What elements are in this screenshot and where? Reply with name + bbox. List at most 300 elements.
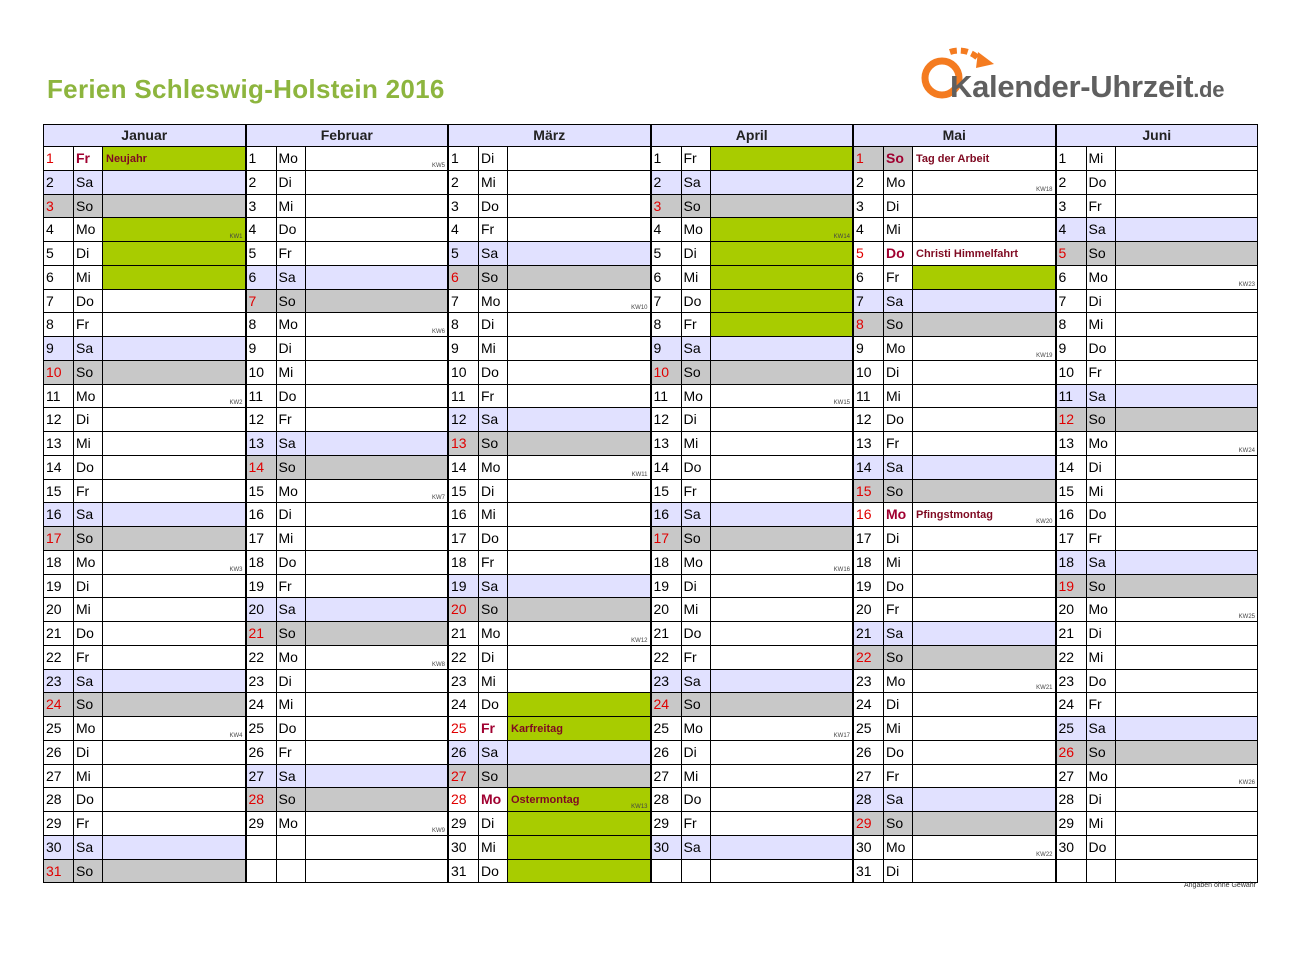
day-row — [448, 598, 651, 622]
day-row — [1056, 551, 1259, 575]
day-number: 30 — [853, 836, 883, 860]
day-row — [853, 195, 1056, 219]
weekday: Fr — [73, 480, 102, 504]
day-number: 19 — [448, 575, 478, 599]
day-number: 12 — [246, 408, 276, 432]
weekday: Fr — [681, 646, 710, 670]
day-number: 3 — [853, 195, 883, 219]
weekday: Mi — [883, 218, 912, 242]
day-row — [43, 527, 246, 551]
day-row — [246, 432, 449, 456]
day-row — [651, 171, 854, 195]
day-row — [853, 337, 1056, 361]
week-number: KW7 — [431, 495, 445, 502]
weekday: Di — [73, 242, 102, 266]
day-number: 29 — [43, 812, 73, 836]
day-note — [507, 836, 651, 860]
day-row — [853, 836, 1056, 860]
day-number: 16 — [853, 503, 883, 527]
weekday: Do — [681, 290, 710, 314]
day-number: 26 — [651, 741, 681, 765]
day-note — [710, 741, 854, 765]
day-number: 23 — [651, 670, 681, 694]
weekday: Mo — [73, 717, 102, 741]
day-row — [246, 646, 449, 670]
day-note — [507, 408, 651, 432]
weekday: Di — [883, 361, 912, 385]
day-note — [305, 693, 449, 717]
day-row — [246, 598, 449, 622]
weekday: Do — [478, 860, 507, 884]
day-number: 4 — [853, 218, 883, 242]
day-note — [1115, 408, 1259, 432]
day-note — [710, 670, 854, 694]
weekday: Fr — [1086, 195, 1115, 219]
weekday — [681, 860, 710, 884]
day-note — [912, 670, 1056, 694]
day-note — [1115, 313, 1259, 337]
day-note — [507, 432, 651, 456]
day-number: 6 — [43, 266, 73, 290]
weekday: Di — [73, 408, 102, 432]
brand-logo — [920, 42, 1250, 114]
weekday: Mo — [478, 622, 507, 646]
day-row — [246, 266, 449, 290]
day-row — [1056, 527, 1259, 551]
day-note — [912, 242, 1056, 266]
day-note — [710, 860, 854, 884]
day-row — [43, 551, 246, 575]
day-number: 15 — [43, 480, 73, 504]
weekday: So — [1086, 408, 1115, 432]
day-row — [448, 480, 651, 504]
day-number: 3 — [43, 195, 73, 219]
day-row — [448, 361, 651, 385]
day-note — [1115, 860, 1259, 884]
day-note — [102, 788, 246, 812]
weekday: Di — [681, 242, 710, 266]
day-number: 7 — [651, 290, 681, 314]
day-number: 16 — [43, 503, 73, 527]
day-note — [1115, 598, 1259, 622]
day-number: 21 — [246, 622, 276, 646]
day-note — [912, 171, 1056, 195]
day-row — [1056, 432, 1259, 456]
day-row — [246, 313, 449, 337]
weekday — [276, 836, 305, 860]
weekday: So — [478, 598, 507, 622]
weekday: Fr — [478, 717, 507, 741]
day-number: 2 — [1056, 171, 1086, 195]
weekday: Do — [681, 456, 710, 480]
weekday: Mi — [478, 337, 507, 361]
day-row — [246, 361, 449, 385]
weekday: Sa — [276, 266, 305, 290]
weekday: Mi — [1086, 646, 1115, 670]
day-row — [43, 361, 246, 385]
week-number: KW14 — [833, 234, 850, 240]
weekday: Sa — [478, 408, 507, 432]
day-row — [246, 812, 449, 836]
day-number: 6 — [1056, 266, 1086, 290]
week-number: KW9 — [431, 827, 445, 834]
day-note — [507, 670, 651, 694]
weekday: So — [681, 361, 710, 385]
day-row — [43, 765, 246, 789]
weekday: Mi — [478, 836, 507, 860]
day-row — [1056, 503, 1259, 527]
day-number: 10 — [853, 361, 883, 385]
day-number: 27 — [853, 765, 883, 789]
weekday: Mo — [1086, 765, 1115, 789]
day-row — [246, 693, 449, 717]
day-row — [246, 456, 449, 480]
day-row — [651, 622, 854, 646]
day-note — [305, 313, 449, 337]
weekday: Mi — [1086, 313, 1115, 337]
day-number: 13 — [1056, 432, 1086, 456]
day-number: 25 — [448, 717, 478, 741]
logo-text — [950, 69, 1224, 105]
day-note — [710, 717, 854, 741]
weekday: Fr — [681, 812, 710, 836]
day-number: 12 — [651, 408, 681, 432]
day-note — [912, 266, 1056, 290]
day-row — [43, 741, 246, 765]
day-note — [1115, 266, 1259, 290]
day-row — [448, 456, 651, 480]
day-row — [448, 765, 651, 789]
day-number: 14 — [1056, 456, 1086, 480]
day-row — [246, 860, 449, 884]
day-row — [651, 242, 854, 266]
weekday: Sa — [1086, 385, 1115, 409]
day-number: 12 — [448, 408, 478, 432]
day-row — [853, 171, 1056, 195]
day-note — [710, 788, 854, 812]
day-note — [710, 171, 854, 195]
weekday: So — [1086, 242, 1115, 266]
day-note — [305, 218, 449, 242]
day-note — [102, 171, 246, 195]
day-row — [853, 598, 1056, 622]
day-row — [43, 670, 246, 694]
week-number: KW5 — [431, 162, 445, 169]
day-row — [651, 693, 854, 717]
day-number: 2 — [246, 171, 276, 195]
day-note — [912, 527, 1056, 551]
weekday: Mi — [883, 551, 912, 575]
month-column — [448, 124, 651, 882]
day-note — [710, 290, 854, 314]
day-number: 23 — [246, 670, 276, 694]
day-note — [912, 717, 1056, 741]
day-number: 20 — [651, 598, 681, 622]
weekday: Fr — [883, 432, 912, 456]
day-number: 14 — [246, 456, 276, 480]
day-note — [1115, 171, 1259, 195]
day-row — [1056, 361, 1259, 385]
weekday: So — [883, 313, 912, 337]
day-number: 2 — [651, 171, 681, 195]
week-number: KW20 — [1036, 519, 1053, 525]
weekday: Do — [73, 788, 102, 812]
day-note — [912, 361, 1056, 385]
day-number: 24 — [651, 693, 681, 717]
day-row — [246, 741, 449, 765]
day-number: 11 — [448, 385, 478, 409]
day-row — [448, 693, 651, 717]
weekday: Sa — [478, 575, 507, 599]
weekday: Do — [1086, 836, 1115, 860]
day-row — [651, 788, 854, 812]
day-note — [507, 195, 651, 219]
weekday: Di — [883, 693, 912, 717]
weekday: Di — [883, 527, 912, 551]
day-note — [912, 290, 1056, 314]
day-note — [1115, 195, 1259, 219]
day-note — [305, 408, 449, 432]
day-note — [710, 765, 854, 789]
day-note — [1115, 646, 1259, 670]
day-note — [912, 195, 1056, 219]
day-row — [853, 717, 1056, 741]
day-number: 19 — [246, 575, 276, 599]
day-note — [710, 480, 854, 504]
day-note — [710, 432, 854, 456]
day-note — [710, 242, 854, 266]
weekday: Di — [478, 313, 507, 337]
weekday: Fr — [681, 313, 710, 337]
day-number: 13 — [246, 432, 276, 456]
weekday: Sa — [73, 670, 102, 694]
day-number: 20 — [448, 598, 478, 622]
month-column — [246, 124, 449, 882]
month-header: Mai — [853, 124, 1056, 147]
weekday: Mo — [1086, 266, 1115, 290]
weekday: So — [73, 860, 102, 884]
day-row — [1056, 622, 1259, 646]
day-note — [912, 337, 1056, 361]
day-note — [507, 503, 651, 527]
day-row — [448, 527, 651, 551]
day-note — [305, 171, 449, 195]
day-note — [102, 741, 246, 765]
day-number: 5 — [43, 242, 73, 266]
weekday: Do — [681, 622, 710, 646]
weekday: So — [73, 361, 102, 385]
day-note — [1115, 147, 1259, 171]
week-number: KW3 — [229, 566, 243, 573]
day-row — [246, 670, 449, 694]
day-note — [102, 147, 246, 171]
weekday: Do — [73, 290, 102, 314]
day-note — [102, 765, 246, 789]
day-number: 7 — [448, 290, 478, 314]
day-row — [853, 456, 1056, 480]
day-number: 28 — [1056, 788, 1086, 812]
day-row — [651, 290, 854, 314]
day-row — [1056, 480, 1259, 504]
day-number: 25 — [246, 717, 276, 741]
day-note — [507, 171, 651, 195]
day-note — [710, 527, 854, 551]
day-number: 22 — [853, 646, 883, 670]
day-row — [43, 503, 246, 527]
weekday: Do — [276, 717, 305, 741]
weekday: So — [276, 788, 305, 812]
day-row — [43, 171, 246, 195]
day-note — [102, 503, 246, 527]
day-row — [43, 266, 246, 290]
day-number: 8 — [448, 313, 478, 337]
weekday: Do — [276, 551, 305, 575]
day-number: 22 — [448, 646, 478, 670]
logo-brand: Kalender-Uhrzeit — [950, 69, 1194, 104]
day-number: 11 — [43, 385, 73, 409]
day-note — [102, 242, 246, 266]
day-note — [1115, 218, 1259, 242]
weekday: Do — [883, 408, 912, 432]
day-note — [305, 717, 449, 741]
week-number: KW11 — [631, 471, 648, 478]
day-note — [507, 860, 651, 884]
day-row — [448, 575, 651, 599]
weekday: Di — [478, 480, 507, 504]
day-note — [710, 195, 854, 219]
day-row — [1056, 693, 1259, 717]
day-note — [305, 361, 449, 385]
day-row — [43, 480, 246, 504]
day-note — [102, 527, 246, 551]
holiday-label: Christi Himmelfahrt — [916, 248, 1019, 260]
weekday: Fr — [1086, 693, 1115, 717]
day-row — [853, 527, 1056, 551]
day-row — [448, 313, 651, 337]
day-note — [305, 480, 449, 504]
day-number — [651, 860, 681, 884]
day-row — [448, 147, 651, 171]
day-row — [43, 242, 246, 266]
day-note — [710, 836, 854, 860]
day-note — [912, 218, 1056, 242]
day-note — [305, 503, 449, 527]
day-note — [710, 622, 854, 646]
day-row — [853, 432, 1056, 456]
day-note — [507, 242, 651, 266]
week-number: KW26 — [1238, 780, 1255, 787]
day-number: 15 — [448, 480, 478, 504]
day-note — [710, 408, 854, 432]
weekday: Di — [681, 575, 710, 599]
day-note — [507, 147, 651, 171]
day-number: 7 — [246, 290, 276, 314]
month-column — [1056, 124, 1259, 882]
weekday: So — [1086, 575, 1115, 599]
month-header: Februar — [246, 124, 449, 147]
day-row — [651, 812, 854, 836]
day-number: 21 — [1056, 622, 1086, 646]
holiday-label: Ostermontag — [511, 794, 580, 807]
day-number: 27 — [448, 765, 478, 789]
day-row — [246, 171, 449, 195]
day-note — [102, 195, 246, 219]
day-row — [1056, 860, 1259, 884]
day-row — [1056, 741, 1259, 765]
day-note — [912, 432, 1056, 456]
day-note — [710, 218, 854, 242]
month-header: Januar — [43, 124, 246, 147]
day-row — [651, 575, 854, 599]
day-number: 29 — [651, 812, 681, 836]
day-number: 26 — [1056, 741, 1086, 765]
day-number: 17 — [246, 527, 276, 551]
day-number: 10 — [448, 361, 478, 385]
weekday: Sa — [478, 741, 507, 765]
day-row — [1056, 788, 1259, 812]
day-note — [305, 432, 449, 456]
day-number: 20 — [1056, 598, 1086, 622]
weekday: Fr — [276, 242, 305, 266]
day-number: 6 — [246, 266, 276, 290]
weekday: Sa — [1086, 551, 1115, 575]
day-number: 10 — [1056, 361, 1086, 385]
weekday: So — [883, 147, 912, 171]
weekday: Do — [478, 361, 507, 385]
day-number: 11 — [651, 385, 681, 409]
day-row — [246, 480, 449, 504]
day-note — [102, 717, 246, 741]
day-number: 22 — [1056, 646, 1086, 670]
day-number: 11 — [1056, 385, 1086, 409]
weekday: Do — [73, 622, 102, 646]
day-note — [507, 622, 651, 646]
day-number: 25 — [651, 717, 681, 741]
weekday: Mo — [478, 290, 507, 314]
day-number: 23 — [43, 670, 73, 694]
day-row — [448, 741, 651, 765]
week-number: KW8 — [431, 661, 445, 668]
day-number: 28 — [246, 788, 276, 812]
weekday: Mo — [883, 503, 912, 527]
day-note — [1115, 670, 1259, 694]
day-note — [102, 622, 246, 646]
day-number: 28 — [43, 788, 73, 812]
day-row — [1056, 670, 1259, 694]
day-number: 17 — [448, 527, 478, 551]
day-number: 7 — [853, 290, 883, 314]
day-note — [102, 670, 246, 694]
day-row — [853, 670, 1056, 694]
weekday: Mi — [478, 171, 507, 195]
day-row — [246, 622, 449, 646]
day-number: 20 — [853, 598, 883, 622]
weekday: Fr — [276, 408, 305, 432]
day-note — [710, 812, 854, 836]
weekday: Fr — [73, 812, 102, 836]
day-number: 4 — [651, 218, 681, 242]
day-row — [43, 812, 246, 836]
weekday: Mi — [478, 503, 507, 527]
day-number: 24 — [1056, 693, 1086, 717]
day-row — [43, 622, 246, 646]
day-note — [305, 551, 449, 575]
day-number: 23 — [448, 670, 478, 694]
day-row — [651, 860, 854, 884]
day-number: 23 — [853, 670, 883, 694]
week-number: KW25 — [1238, 614, 1255, 620]
weekday: So — [681, 527, 710, 551]
